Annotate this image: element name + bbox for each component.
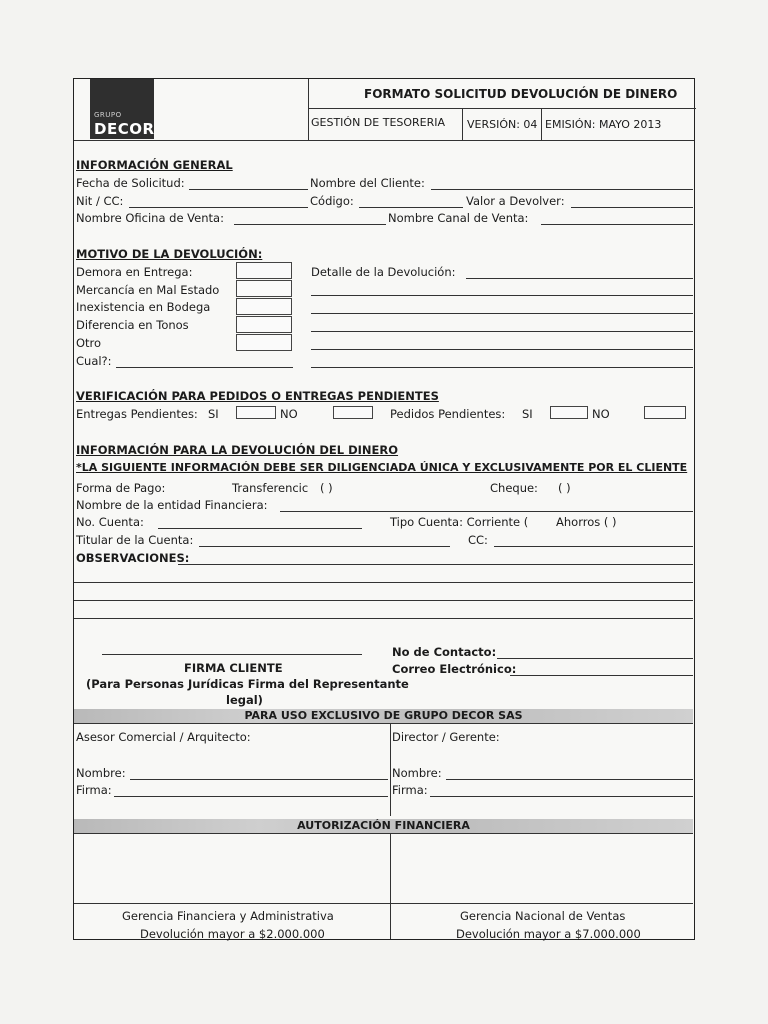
verificacion-heading: VERIFICACIÓN PARA PEDIDOS O ENTREGAS PENDIENTES	[76, 389, 439, 403]
motivo-heading: MOTIVO DE LA DEVOLUCIÓN:	[76, 247, 263, 261]
devolucion-heading: INFORMACIÓN PARA LA DEVOLUCIÓN DEL DINERO	[76, 443, 399, 457]
ahorros-label[interactable]: Ahorros ( )	[556, 515, 617, 529]
gerencia-ventas-limit: Devolución mayor a $7.000.000	[456, 927, 641, 941]
refund-request-form	[73, 78, 695, 940]
titular-label: Titular de la Cuenta:	[76, 533, 194, 547]
logo-small-text: GRUPO	[94, 111, 122, 119]
observaciones-line-4[interactable]	[74, 618, 693, 619]
contacto-label: No de Contacto:	[392, 645, 497, 659]
detalle-line-4[interactable]	[311, 331, 693, 332]
general-heading: INFORMACIÓN GENERAL	[76, 158, 233, 172]
entidad-field[interactable]	[280, 511, 693, 512]
cual-label: Cual?:	[76, 354, 112, 368]
director-firma-field[interactable]	[430, 796, 693, 797]
observaciones-line-2[interactable]	[74, 582, 693, 583]
entidad-label: Nombre de la entidad Financiera:	[76, 498, 268, 512]
motivo-option-demora: Demora en Entrega:	[76, 265, 193, 279]
detalle-line-1[interactable]	[466, 278, 693, 279]
asesor-nombre-label: Nombre:	[76, 766, 126, 780]
emission-label: EMISIÓN: MAYO 2013	[545, 118, 662, 131]
checkbox-demora[interactable]	[236, 262, 292, 279]
titular-field[interactable]	[199, 546, 450, 547]
cual-field[interactable]	[116, 367, 293, 368]
emission-divider	[541, 108, 542, 141]
nit-field[interactable]	[129, 207, 308, 208]
firma-note-1: (Para Personas Jurídicas Firma del Representante	[86, 677, 409, 691]
detalle-line-3[interactable]	[311, 313, 693, 314]
observaciones-line-1[interactable]	[178, 564, 693, 565]
entregas-si-box[interactable]	[236, 406, 276, 419]
detalle-line-6[interactable]	[311, 367, 693, 368]
gerencia-ventas-label: Gerencia Nacional de Ventas	[460, 909, 626, 923]
firma-cliente-line[interactable]	[102, 654, 362, 655]
pedidos-si-label: SI	[522, 407, 533, 421]
cuenta-field[interactable]	[158, 528, 362, 529]
version-label: VERSIÓN: 04	[467, 118, 538, 131]
pedidos-no-label: NO	[592, 407, 610, 421]
uso-exclusivo-top-line	[74, 723, 693, 724]
motivo-option-inexistencia: Inexistencia en Bodega	[76, 300, 211, 314]
asesor-firma-field[interactable]	[114, 796, 388, 797]
cc-label: CC:	[468, 533, 488, 547]
observaciones-label: OBSERVACIONES:	[76, 551, 190, 565]
canal-label: Nombre Canal de Venta:	[388, 211, 529, 225]
form-title: FORMATO SOLICITUD DEVOLUCIÓN DE DINERO	[364, 87, 678, 101]
devolucion-subheading: *LA SIGUIENTE INFORMACIÓN DEBE SER DILIGENCIADA ÚNICA Y EXCLUSIVAMENTE POR EL CLIENTE	[76, 461, 688, 474]
nombre-cliente-label: Nombre del Cliente:	[310, 176, 425, 190]
motivo-option-otro: Otro	[76, 336, 102, 350]
autorizacion-signature-line[interactable]	[74, 903, 693, 904]
asesor-nombre-field[interactable]	[130, 779, 388, 780]
cuenta-label: No. Cuenta:	[76, 515, 144, 529]
cheque-label: Cheque:	[490, 481, 538, 495]
pedidos-no-box[interactable]	[644, 406, 686, 419]
tipo-cuenta-label: Tipo Cuenta: Corriente (	[390, 515, 529, 529]
version-divider	[462, 108, 463, 141]
logo-large-text: DECOR	[94, 120, 155, 138]
director-firma-label: Firma:	[392, 783, 428, 797]
contacto-field[interactable]	[497, 658, 693, 659]
gerencia-financiera-limit: Devolución mayor a $2.000.000	[140, 927, 325, 941]
grupo-decor-logo	[90, 79, 154, 139]
valor-field[interactable]	[571, 207, 693, 208]
detalle-line-2[interactable]	[311, 295, 693, 296]
cheque-check[interactable]: ( )	[558, 481, 571, 495]
nit-label: Nit / CC:	[76, 194, 124, 208]
detalle-label: Detalle de la Devolución:	[311, 265, 456, 279]
motivo-option-mal-estado: Mercancía en Mal Estado	[76, 283, 220, 297]
director-nombre-label: Nombre:	[392, 766, 442, 780]
entregas-no-label: NO	[280, 407, 298, 421]
pedidos-label: Pedidos Pendientes:	[390, 407, 506, 421]
uso-exclusivo-band: PARA USO EXCLUSIVO DE GRUPO DECOR SAS	[74, 709, 693, 723]
entregas-si-label: SI	[208, 407, 219, 421]
entregas-label: Entregas Pendientes:	[76, 407, 198, 421]
codigo-field[interactable]	[359, 207, 463, 208]
checkbox-tonos[interactable]	[236, 316, 292, 333]
gerencia-financiera-label: Gerencia Financiera y Administrativa	[122, 909, 334, 923]
observaciones-line-3[interactable]	[74, 600, 693, 601]
uso-exclusivo-divider	[390, 723, 391, 816]
correo-label: Correo Electrónico:	[392, 662, 517, 676]
valor-label: Valor a Devolver:	[466, 194, 565, 208]
autorizacion-divider	[390, 833, 391, 939]
checkbox-inexistencia[interactable]	[236, 298, 292, 315]
oficina-label: Nombre Oficina de Venta:	[76, 211, 224, 225]
motivo-option-tonos: Diferencia en Tonos	[76, 318, 189, 332]
checkbox-otro[interactable]	[236, 334, 292, 351]
autorizacion-band: AUTORIZACIÓN FINANCIERA	[74, 819, 693, 833]
asesor-firma-label: Firma:	[76, 783, 112, 797]
area-label: GESTIÓN DE TESORERIA	[311, 116, 446, 129]
entregas-no-box[interactable]	[333, 406, 373, 419]
header-divider	[308, 79, 309, 141]
cc-field[interactable]	[494, 546, 693, 547]
oficina-field[interactable]	[234, 224, 386, 225]
autorizacion-top-line	[74, 833, 693, 834]
pedidos-si-box[interactable]	[550, 406, 588, 419]
correo-field[interactable]	[510, 675, 693, 676]
nombre-cliente-field[interactable]	[431, 189, 693, 190]
director-label: Director / Gerente:	[392, 730, 500, 744]
header-row-line	[308, 108, 696, 109]
firma-note-2: legal)	[226, 693, 263, 707]
canal-field[interactable]	[541, 224, 693, 225]
detalle-line-5[interactable]	[311, 349, 693, 350]
asesor-label: Asesor Comercial / Arquitecto:	[76, 730, 251, 744]
fecha-label: Fecha de Solicitud:	[76, 176, 185, 190]
codigo-label: Código:	[310, 194, 354, 208]
transferencia-label: Transferencic	[232, 481, 309, 495]
fecha-field[interactable]	[189, 189, 308, 190]
header-bottom-line	[74, 140, 694, 141]
transferencia-check[interactable]: ( )	[320, 481, 333, 495]
director-nombre-field[interactable]	[446, 779, 693, 780]
forma-pago-label: Forma de Pago:	[76, 481, 166, 495]
checkbox-mal-estado[interactable]	[236, 280, 292, 297]
firma-cliente-label: FIRMA CLIENTE	[184, 661, 283, 675]
